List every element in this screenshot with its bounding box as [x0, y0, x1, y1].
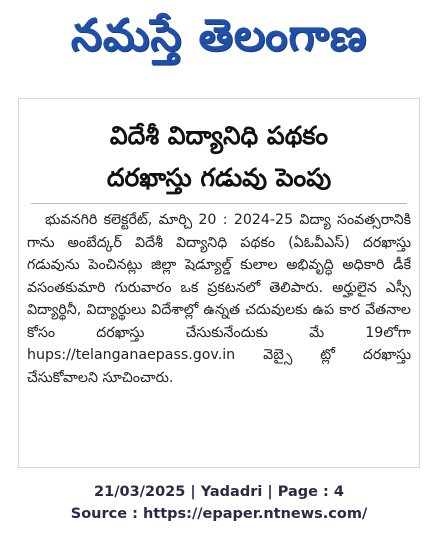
headline-line-2: దరఖాస్తు గడువు పెంపు	[106, 163, 332, 192]
headline-line-1: విదేశీ విద్యానిధి పథకం	[109, 121, 329, 150]
news-clipping	[18, 98, 420, 468]
footer-date-edition: 21/03/2025 | Yadadri | Page : 4	[94, 484, 344, 500]
headline-divider	[31, 203, 407, 204]
masthead-title: నమస్తే తెలంగాణ	[70, 10, 368, 61]
article-body: భువనగిరి కలెక్టరేట్, మార్చి 20 : 2024-25 విద్యా సంవత్సరానికి గాను అంబేద్కర్ విదేశీ విద్యానిధి పథకం (ఏఓవీఎస్) దరఖాస్తు గడువును పెంచినట్లు జిల్లా షెడ్యూల్డ్ కులాల అభివృద్ధి అధికారి డీకే వసంతకుమారి గురువారం ఒక ప్రకటనలో తెలిపారు. అర్హులైన ఎస్సీ విద్యార్థినీ, విద్యార్థులు విదేశాల్లో ఉన్నత చదువులకు ఉప కార వేతనాల కోసం దరఖాస్తు చేసుకునేందుకు మే 19లోగా hups://telanganaepass.gov.in వెబ్సై ట్లో దరఖాస్తు చేసుకోవాలని సూచించారు.	[27, 212, 411, 386]
footer-source: Source : https://epaper.ntnews.com/	[70, 506, 368, 522]
newspaper-masthead	[18, 8, 420, 74]
